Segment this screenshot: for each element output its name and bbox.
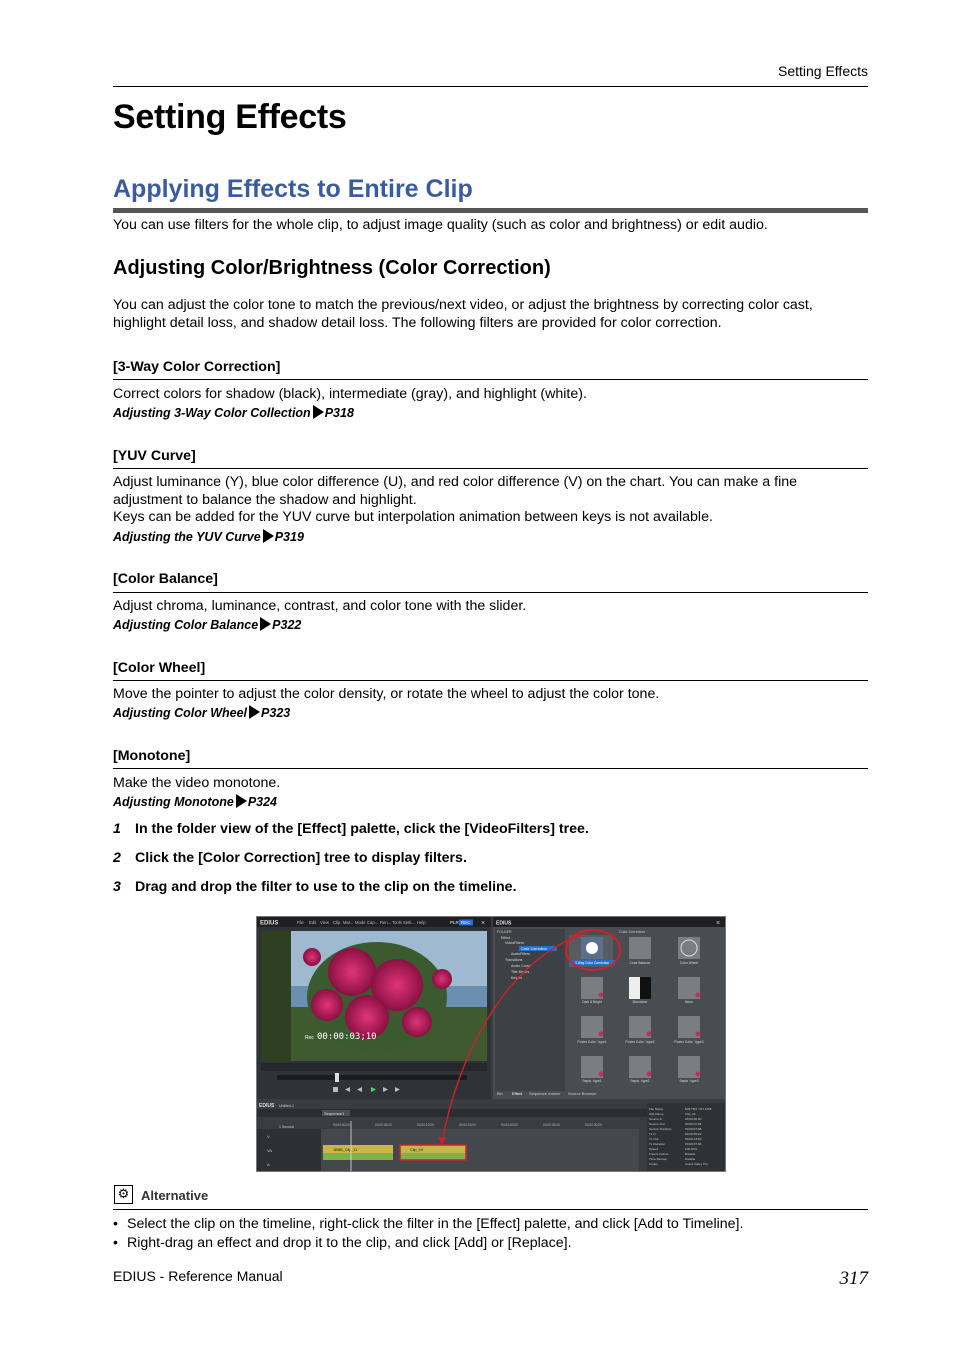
- info-value: 00:00:13;00: [685, 1137, 702, 1141]
- info-key: Speed: [649, 1147, 658, 1151]
- filter-description: Move the pointer to adjust the color density, or rotate the wheel to adjust the color tone.: [113, 686, 660, 702]
- folder-item-selected[interactable]: Color Correction: [521, 947, 548, 951]
- step-text: Drag and drop the filter to use to the clip on the timeline.: [135, 879, 517, 895]
- filter-heading: [3-Way Color Correction]: [113, 359, 281, 375]
- info-key: Time Remap: [649, 1157, 667, 1161]
- filter-tile-label: Color Balance: [629, 961, 651, 965]
- color-balance-icon[interactable]: [629, 937, 651, 959]
- filter-tile-label: Sepia : type1: [582, 1079, 602, 1083]
- xref-text: Adjusting Color Balance: [113, 618, 259, 632]
- step-item: [113, 850, 467, 866]
- filter-rule: [113, 680, 868, 681]
- badge-icon: [647, 1032, 652, 1037]
- info-value: 100.00%: [685, 1147, 698, 1151]
- list-item: [113, 1235, 572, 1251]
- alternative-icon: ⚙: [114, 1185, 133, 1204]
- filter-grid-header: Color Correction: [619, 930, 646, 934]
- info-key: TL Duration: [649, 1142, 666, 1146]
- badge-icon: [599, 993, 604, 998]
- filter-rule: [113, 592, 868, 593]
- section-heading: Applying Effects to Entire Clip: [113, 175, 473, 203]
- xref-text: Adjusting Color Wheel: [113, 706, 248, 720]
- arrow-right-icon: [260, 617, 271, 631]
- filter-heading: [Color Wheel]: [113, 660, 206, 676]
- filter-description: Keys can be added for the YUV curve but interpolation animation between keys is not available.: [113, 509, 713, 525]
- track-label: VA: [267, 1148, 273, 1153]
- filter-heading: [Color Balance]: [113, 571, 218, 587]
- xref-page: P323: [261, 706, 291, 720]
- palette-tab[interactable]: Sequence marker: [529, 1091, 561, 1096]
- clip-name: 1BBB_Clip_11: [333, 1148, 358, 1152]
- arrow-right-icon: [313, 405, 324, 419]
- in-out-bar: [261, 1063, 487, 1071]
- monotone-icon-dark: [640, 977, 651, 999]
- filter-tile-label: Dark & Bright: [582, 1000, 602, 1004]
- filter-tile-label: Sepia : type2: [630, 1079, 650, 1083]
- stop-icon[interactable]: [333, 1087, 338, 1092]
- xref-page: P319: [274, 530, 304, 544]
- info-value: Grass Valley HQ: [685, 1162, 708, 1166]
- info-value: 00:00:07;08: [685, 1122, 702, 1126]
- menu-item[interactable]: Clip: [333, 920, 341, 925]
- cross-reference-link[interactable]: [113, 705, 290, 720]
- menu-item[interactable]: Help: [417, 920, 426, 925]
- ruler-tick: 00:00:00;00: [333, 1123, 350, 1127]
- filter-description: Make the video monotone.: [113, 775, 281, 791]
- project-label: Untitled-1: [279, 1104, 294, 1108]
- info-key: Freeze Frame: [649, 1152, 669, 1156]
- page-title: Setting Effects: [113, 98, 347, 136]
- ruler-tick: 00:00:10;00: [417, 1123, 434, 1127]
- info-key: Codec: [649, 1162, 658, 1166]
- cross-reference-link[interactable]: [113, 617, 301, 632]
- filter-description: Correct colors for shadow (black), intermediate (gray), and highlight (white).: [113, 386, 587, 402]
- palette-tab[interactable]: Source Browser: [568, 1091, 597, 1096]
- info-value: MM:TR3 / SH 1258: [685, 1107, 712, 1111]
- cross-reference-link[interactable]: [113, 405, 354, 420]
- info-key: Source In: [649, 1117, 663, 1121]
- filter-tile-label: Poster Color : type1: [577, 1040, 607, 1044]
- info-key: File Name: [649, 1107, 664, 1111]
- badge-icon: [696, 1032, 701, 1037]
- filter-tile-label: Neon: [685, 1000, 693, 1004]
- timecode-label: Rec: [305, 1035, 314, 1041]
- info-value: Disable: [685, 1152, 696, 1156]
- scale-label: 1 Second: [279, 1125, 294, 1129]
- xref-page: P318: [324, 406, 354, 420]
- folder-item[interactable]: Audio Cross: [511, 964, 531, 968]
- menu-item[interactable]: Mode: [355, 920, 366, 925]
- step-item: [113, 879, 517, 895]
- filter-heading: [YUV Curve]: [113, 448, 196, 464]
- badge-icon: [647, 1072, 652, 1077]
- menu-item[interactable]: Edit: [309, 920, 317, 925]
- info-value: Disable: [685, 1157, 696, 1161]
- track-label: V: [267, 1134, 270, 1139]
- bullet-icon: •: [113, 1235, 118, 1251]
- palette-titlebar: [493, 917, 725, 927]
- palette-tab[interactable]: Bin: [497, 1091, 503, 1096]
- info-key: TL In: [649, 1132, 656, 1136]
- xref-text: Adjusting 3-Way Color Collection: [113, 406, 311, 420]
- info-key: Clip Name: [649, 1112, 664, 1116]
- ruler-tick: 00:00:20;00: [501, 1123, 518, 1127]
- list-item: [113, 1216, 743, 1232]
- scrub-bar[interactable]: [277, 1075, 467, 1080]
- info-value: Clip_04: [685, 1112, 696, 1116]
- menu-item[interactable]: Mar...: [343, 920, 354, 925]
- page-number: 317: [839, 1268, 868, 1289]
- step-number: 3: [113, 879, 121, 895]
- scrub-handle[interactable]: [335, 1073, 339, 1082]
- step-text: In the folder view of the [Effect] palette, click the [VideoFilters] tree.: [135, 821, 589, 837]
- filter-tile-label: Monotone: [632, 1000, 648, 1004]
- bullet-text: Right-drag an effect and drop it to the clip, and click [Add] or [Replace].: [127, 1235, 572, 1251]
- track-label: A: [267, 1162, 270, 1167]
- close-icon[interactable]: ×: [716, 920, 721, 927]
- cross-reference-link[interactable]: [113, 529, 304, 544]
- timeline-audio-clip[interactable]: [400, 1153, 466, 1160]
- filter-tile-label: Poster Color : type2: [625, 1040, 655, 1044]
- subsection-intro-line2: highlight detail loss, and shadow detail loss. The following filters are provided for color correction.: [113, 315, 722, 331]
- footer-manual-title: EDIUS - Reference Manual: [113, 1268, 283, 1284]
- menu-item[interactable]: Setti...: [403, 920, 415, 925]
- clip-name: Clip_04: [410, 1148, 423, 1152]
- folder-item[interactable]: Keyers: [511, 976, 523, 980]
- folder-item[interactable]: Title Mixers: [511, 970, 530, 974]
- xref-page: P322: [272, 618, 302, 632]
- info-value: 00:00:00;00: [685, 1117, 702, 1121]
- folder-item[interactable]: Transitions: [505, 958, 523, 962]
- subsection-heading: Adjusting Color/Brightness (Color Correction): [113, 257, 551, 279]
- running-header: Setting Effects: [777, 63, 868, 79]
- menu-item[interactable]: Cap...: [367, 920, 379, 925]
- ruler-tick: 00:00:15;00: [459, 1123, 476, 1127]
- header-rule: [113, 86, 868, 87]
- edius-screenshot: [256, 916, 726, 1172]
- rec-label: REC: [461, 920, 471, 925]
- alternative-label: Alternative: [141, 1188, 209, 1203]
- arrow-right-icon: [249, 705, 260, 719]
- palette-tabs[interactable]: [497, 1091, 597, 1096]
- info-value: 00:00:07;08: [685, 1142, 702, 1146]
- sequence-tab-label: Sequence1: [324, 1111, 345, 1116]
- badge-icon: [696, 993, 701, 998]
- ruler-tick: 00:00:05;00: [375, 1123, 392, 1127]
- filter-tile-label: Color Wheel: [679, 961, 699, 965]
- step-number: 2: [113, 850, 121, 866]
- filter-tile-label: Poster Color : type3: [674, 1040, 704, 1044]
- folder-item[interactable]: Effect: [501, 936, 511, 940]
- timeline-app-name: EDIUS: [259, 1103, 275, 1109]
- bullet-text: Select the clip on the timeline, right-click the filter in the [Effect] palette, and click [Add to Timeline].: [127, 1216, 744, 1232]
- xref-page: P324: [247, 795, 278, 809]
- step-number: 1: [113, 821, 121, 837]
- step-item: [113, 821, 589, 837]
- cross-reference-link[interactable]: [113, 794, 277, 809]
- plr-label[interactable]: PLR: [450, 920, 459, 925]
- filter-description: Adjust luminance (Y), blue color difference (U), and red color difference (V) on the chart. You can make a fine: [113, 474, 797, 490]
- info-value: 00:00:07;08: [685, 1127, 702, 1131]
- folder-tree[interactable]: [495, 929, 565, 1091]
- menu-item[interactable]: View: [320, 920, 330, 925]
- filter-description: adjustment to balance the shadow and highlight.: [113, 492, 417, 508]
- palette-title: EDIUS: [496, 920, 512, 927]
- badge-icon: [599, 1032, 604, 1037]
- filter-rule: [113, 379, 868, 380]
- subsection-intro-line1: You can adjust the color tone to match the previous/next video, or adjust the brightness by correcting color cast,: [113, 297, 813, 313]
- info-value: 00:00:05;22: [685, 1132, 702, 1136]
- filter-heading: [Monotone]: [113, 748, 191, 764]
- timeline-audio-clip[interactable]: [323, 1153, 393, 1160]
- menu-item[interactable]: File: [297, 920, 304, 925]
- step-text: Click the [Color Correction] tree to display filters.: [135, 850, 467, 866]
- palette-tab-active[interactable]: Effect: [512, 1091, 523, 1096]
- folder-item[interactable]: AudioFilters: [511, 952, 530, 956]
- timecode: 00:00:03;10: [317, 1032, 377, 1042]
- menu-item[interactable]: Tools: [392, 920, 402, 925]
- arrow-right-icon: [263, 529, 274, 543]
- filter-tile-label: Sepia : type3: [679, 1079, 699, 1083]
- filter-tile-label: 3-Way Color Correction: [574, 961, 610, 965]
- section-rule: [113, 208, 868, 213]
- arrow-right-icon: [236, 794, 247, 808]
- info-key: TL Out: [649, 1137, 659, 1141]
- monotone-icon[interactable]: [629, 977, 640, 999]
- bullet-icon: •: [113, 1216, 118, 1232]
- filter-description: Adjust chroma, luminance, contrast, and color tone with the slider.: [113, 598, 527, 614]
- info-key: Source Out: [649, 1122, 665, 1126]
- folder-item[interactable]: VideoFilters: [505, 941, 524, 945]
- filter-rule: [113, 768, 868, 769]
- info-key: Source Duration: [649, 1127, 672, 1131]
- alternative-rule: [113, 1209, 868, 1210]
- filter-rule: [113, 468, 868, 469]
- folder-header: FOLDER: [497, 930, 512, 934]
- badge-icon: [599, 1072, 604, 1077]
- ruler-tick: 00:00:30;00: [585, 1123, 602, 1127]
- app-name: EDIUS: [260, 920, 279, 927]
- menu-item[interactable]: Ren...: [380, 920, 392, 925]
- xref-text: Adjusting Monotone: [113, 795, 234, 809]
- xref-text: Adjusting the YUV Curve: [113, 530, 261, 544]
- section-intro: You can use filters for the whole clip, to adjust image quality (such as color and brightness) or edit audio.: [113, 217, 768, 233]
- three-way-glyph-icon: [586, 942, 598, 954]
- close-icon[interactable]: ×: [481, 920, 486, 927]
- badge-icon: [696, 1072, 701, 1077]
- ruler-tick: 00:00:25;00: [543, 1123, 560, 1127]
